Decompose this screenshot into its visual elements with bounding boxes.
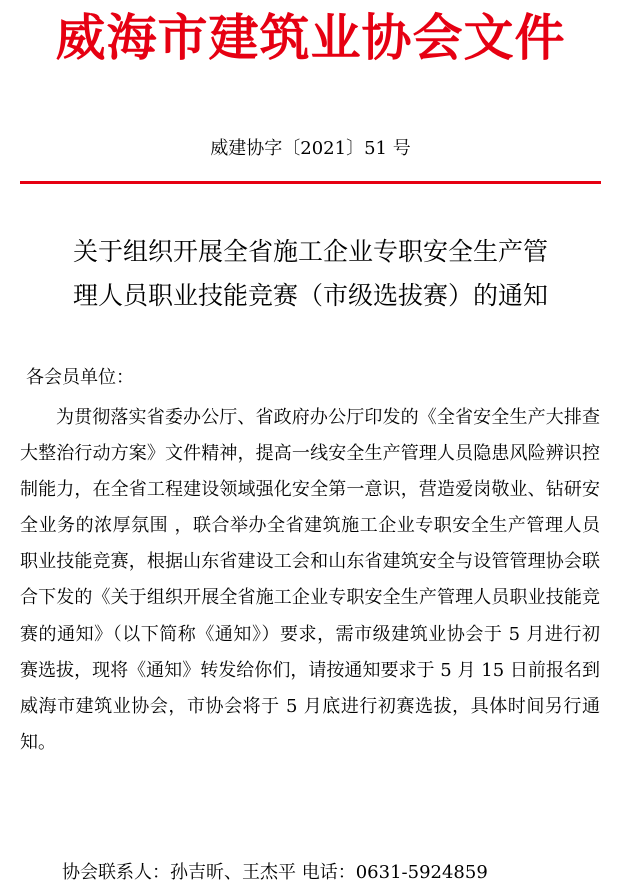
body-paragraph: 为贯彻落实省委办公厅、省政府办公厅印发的《全省安全生产大排查大整治行动方案》文件精神，提高一线安全生产管理人员隐患风险辨识控制能力，在全省工程建设领域强化安全第一意识，营造爱岗敬业、钻研安全业务的浓厚氛围 ，联合举办全省建筑施工企业专职安全生产管理人员职业技能竞赛，根据山东省建设工会和山东省建筑安全与设管管理协会联合下发的《关于组织开展全省施工企业专职安全生产管理人员职业技能竞赛的通知》（以下简称《通知》）要求，需市级建筑业协会于 5 月进行初赛选拔，现将《通知》转发给你们，请按通知要求于 5 月 15 日前报名到威海市建筑业协会，市协会将于 5 月底进行初赛选拔，具体时间另行通知。 (20, 407, 600, 753)
notice-title-line-2: 理人员职业技能竞赛（市级选拔赛）的通知 (72, 281, 548, 310)
red-divider-line (20, 181, 601, 184)
salutation: 各会员单位： (26, 367, 134, 388)
contact-line: 协会联系人：孙吉昕、王杰平 电话：0631-5924859 (62, 862, 488, 883)
notice-title (20, 230, 601, 318)
notice-title-line-1: 关于组织开展全省施工企业专职安全生产管 (72, 237, 548, 266)
document-header-title: 威海市建筑业协会文件 (55, 8, 566, 67)
document-number: 威建协字〔2021〕51 号 (210, 138, 411, 159)
